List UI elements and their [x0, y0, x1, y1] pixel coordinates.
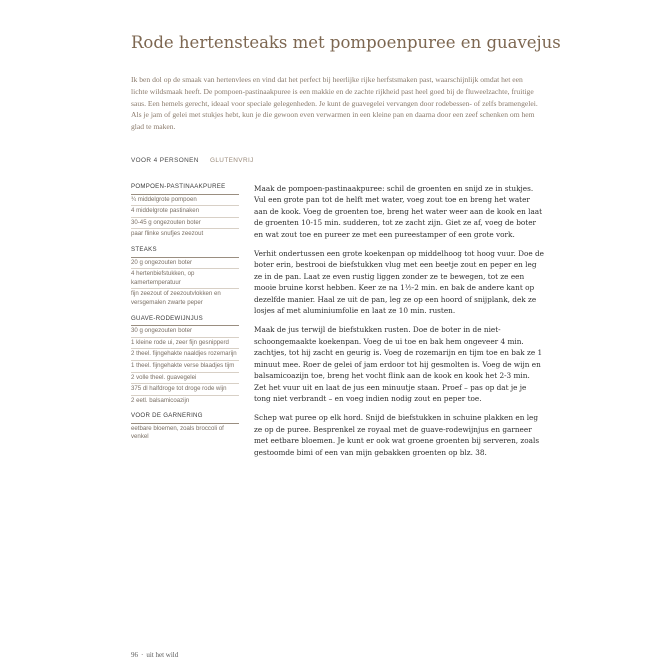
recipe-meta	[131, 157, 254, 164]
ingredient-item: 2 eetl. balsamicoazijn	[131, 395, 239, 407]
ingredient-group-garnish	[131, 412, 239, 443]
ingredient-group-steaks	[131, 246, 239, 309]
ingredient-item: 4 middelgrote pastinaken	[131, 205, 239, 217]
recipe-intro: Ik ben dol op de smaak van hertenvlees en vind dat het perfect bij heerlijke rijke herfstsmaken past, waarschijnlijk omdat het een lichte wildsmaak heeft. De pompoen-pastinaakpuree is een makkie en de zachte rijkheid past heel goed bij de fluweelzachte, fruitige saus. Een hemels gerecht, ideaal voor speciale gelegenheden. Je kunt de guavegelei vervangen door rodebessen- of zelfs bramengelei. Als je jam of gelei met stukjes hebt, kun je die gewoon even verwarmen in een kleine pan en daarna door een zeef schenken om hem glad te maken.	[131, 75, 538, 132]
method-step: Maak de jus terwijl de biefstukken rusten. Doe de boter in de niet-schoongemaakte koekenpan. Voeg de ui toe en bak hem ongeveer 4 min. zachtjes, tot hij zacht en geurig is. Voeg de rozemarijn en tijm toe en bak ze 1 minuut mee. Roer de gelei of jam erdoor tot hij gesmolten is. Voeg de wijn en balsamicoazijn toe, breng het vocht flink aan de kook en kook het 2-3 min. Zet het vuur uit en laat de jus een minuutje staan. Proef – pas op dat je je tong niet verbrandt – en voeg indien nodig zout en peper toe.	[254, 325, 543, 403]
page-footer	[131, 651, 178, 659]
servings-label: VOOR 4 PERSONEN	[131, 157, 199, 164]
ingredients-column	[131, 183, 239, 449]
recipe-title: Rode hertensteaks met pompoenpuree en guavejus	[131, 33, 561, 52]
page-number: 96	[131, 651, 138, 659]
ingredient-item: 30 g ongezouten boter	[131, 325, 239, 337]
ingredient-item: 2 volle theel. guavegelei	[131, 372, 239, 384]
method-column	[254, 183, 544, 466]
ingredient-item: eetbare bloemen, zoals broccoli of venkel	[131, 423, 239, 443]
book-title: uit het wild	[146, 651, 179, 659]
ingredient-group-title: POMPOEN-PASTINAAKPUREE	[131, 183, 226, 190]
cookbook-page	[113, 0, 561, 670]
ingredient-item: 20 g ongezouten boter	[131, 257, 239, 269]
method-step: Maak de pompoen-pastinaakpuree: schil de groenten en snijd ze in stukjes. Vul een grote pan tot de helft met water, voeg zout toe en breng het water aan de kook. Voeg de groenten toe, breng het water weer aan de kook en laat de groenten 10-15 min. sudderen, tot ze zacht zijn. Giet ze af, voeg de boter en wat zout toe en pureer ze met een pureestamper of een grote vork.	[254, 184, 543, 239]
ingredient-group-puree	[131, 183, 239, 240]
ingredient-item: fijn zeezout of zeezoutvlokken en versgemalen zwarte peper	[131, 288, 239, 308]
ingredient-item: 30-45 g ongezouten boter	[131, 217, 239, 229]
diet-tag: GLUTENVRIJ	[209, 157, 254, 164]
ingredient-group-title: GUAVE-RODEWIJNJUS	[131, 314, 204, 322]
ingredient-item: 1 theel. fijngehakte verse blaadjes tijm	[131, 360, 239, 372]
method-step: Schep wat puree op elk hord. Snijd de biefstukken in schuine plakken en leg ze op de puree. Besprenkel ze royaal met de guave-rodewijnjus en garneer met eetbare bloemen. Je kunt er ook wat groene groenten bij serveren, zoals gestoomde bimi of een van mijn gebakken groenten op blz. 38.	[254, 413, 540, 457]
method-step: Verhit ondertussen een grote koekenpan op middelhoog tot hoog vuur. Doe de boter erin, bestrooi de biefstukken vlug met een beetje zout en peper en leg ze in de pan. Laat ze even rustig liggen zonder ze te bewegen, tot ze een mooie bruine korst hebben. Keer ze na 1½-2 min. en bak de andere kant op dezelfde manier. Haal ze uit de pan, leg ze op een hoord of snijplank, dek ze losjes af met aluminiumfolie en laat ze 10 min. rusten.	[254, 249, 544, 316]
ingredient-item: 4 hertenbiefstukken, op kamertemperatuur	[131, 268, 239, 288]
ingredient-item: 2 theel. fijngehakte naaldjes rozemarijn	[131, 348, 239, 360]
ingredient-item: 375 dl halfdroge tot droge rode wijn	[131, 383, 239, 395]
ingredient-group-jus	[131, 315, 239, 407]
ingredient-item: ¾ middelgrote pompoen	[131, 194, 239, 206]
ingredient-item: paar flinke snufjes zeezout	[131, 228, 239, 240]
footer-separator: ·	[141, 651, 144, 659]
ingredient-item: 1 kleine rode ui, zeer fijn gesnipperd	[131, 337, 239, 349]
ingredient-group-title: VOOR DE GARNERING	[131, 412, 203, 420]
ingredient-group-title: STEAKS	[131, 245, 157, 253]
